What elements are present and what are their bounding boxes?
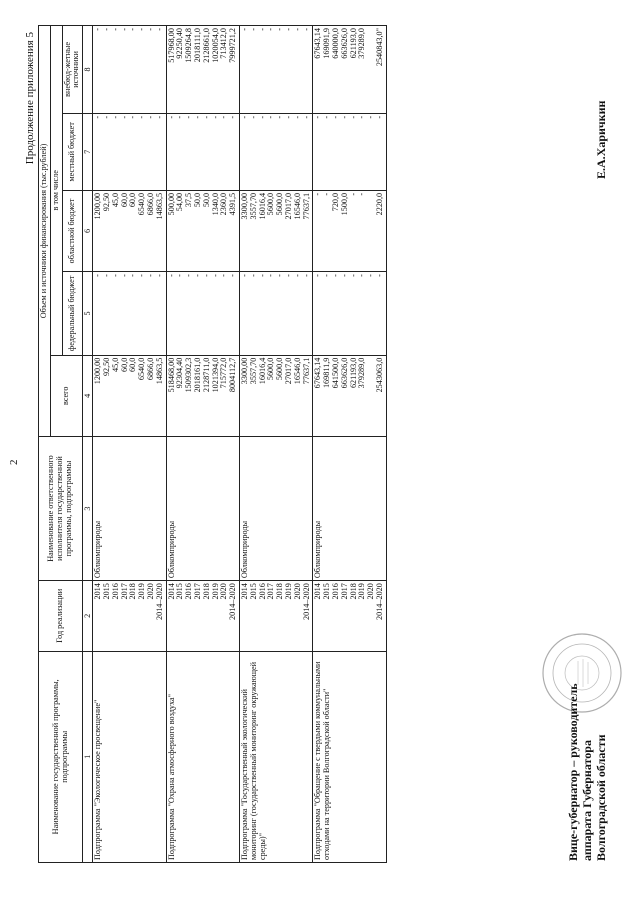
cell-executor: Облкомприроды: [239, 436, 312, 580]
header-including: в том числе: [50, 26, 62, 356]
table-body: [93, 26, 387, 863]
cell-value: 1509264,8: [184, 28, 194, 63]
cell-value: 60,0: [128, 192, 138, 208]
cell-program: Подпрограмма "Охрана атмосферного воздуха": [166, 651, 239, 862]
cell-value: -: [184, 115, 194, 119]
cell-value: -: [339, 115, 349, 119]
cell-value: -: [201, 115, 211, 119]
cell-value: 713412,0: [219, 28, 229, 59]
cell-value: 60,0: [119, 192, 129, 208]
cell-value: 2018111,0: [192, 28, 202, 63]
cell-value: 2543063,0: [374, 357, 384, 393]
cell-value: -: [93, 274, 103, 277]
cell-federal: [239, 272, 312, 355]
cell-value: 2015: [248, 583, 258, 600]
cell-value: 169811,9: [322, 357, 332, 389]
cell-executor: Облкомприроды: [93, 436, 166, 580]
cell-years: [313, 581, 386, 651]
cell-value: -: [313, 115, 323, 119]
cell-value: 2020: [366, 583, 376, 600]
cell-value: -: [322, 274, 332, 277]
cell-value: -: [93, 115, 103, 119]
cell-value: 8004112,7: [228, 357, 238, 393]
cell-value: -: [192, 115, 202, 119]
cell-value: -: [330, 274, 340, 277]
column-index-row: [83, 26, 93, 863]
cell-value: 2015: [322, 583, 332, 600]
column-index: 7: [83, 113, 93, 190]
cell-value: -: [119, 115, 129, 119]
cell-value: 14863,5: [154, 192, 164, 220]
cell-value: 2360,0: [219, 192, 229, 216]
cell-total: [166, 355, 239, 436]
cell-value: 77637,1: [301, 192, 311, 220]
cell-value: 1509302,3: [184, 357, 194, 393]
cell-years: [239, 581, 312, 651]
cell-value: -: [374, 115, 384, 119]
cell-value: -: [257, 115, 267, 119]
cell-value: 2020: [145, 583, 155, 600]
cell-value: 7999721,2: [228, 28, 238, 63]
cell-value: -: [275, 28, 285, 31]
cell-value: -: [110, 274, 120, 277]
cell-value: 2016: [330, 583, 340, 600]
header-local: местный бюджет: [62, 113, 83, 190]
cell-value: 2019: [210, 583, 220, 600]
cell-extra: [313, 26, 386, 114]
cell-total: [239, 355, 312, 436]
cell-value: -: [348, 192, 358, 196]
cell-value: -: [219, 274, 229, 277]
funding-table: [38, 25, 387, 863]
cell-value: -: [219, 115, 229, 119]
cell-value: -: [266, 28, 276, 31]
cell-value: -: [266, 115, 276, 119]
cell-value: 2018: [275, 583, 285, 600]
cell-regional: [239, 190, 312, 271]
cell-value: -: [292, 115, 302, 119]
cell-program: Подпрограмма "Обращение с твердыми коммунальными отходами на территории Волгоградской области": [313, 651, 386, 862]
table-row: [239, 26, 312, 863]
cell-regional: [93, 190, 166, 271]
cell-value: 60,0: [119, 357, 129, 372]
cell-value: 2014: [93, 583, 103, 600]
cell-extra: [166, 26, 239, 114]
cell-value: 6540,0: [137, 357, 147, 381]
cell-value: 2015: [175, 583, 185, 600]
signatory-position: [566, 683, 608, 861]
cell-value: 2018: [348, 583, 358, 600]
cell-value: -: [137, 28, 147, 31]
cell-value: 5600,0: [275, 357, 285, 381]
cell-value: 2014: [313, 583, 323, 600]
cell-value: -: [248, 28, 258, 31]
cell-value: -: [228, 274, 238, 277]
cell-local: [313, 113, 386, 190]
cell-value: 2018161,0: [192, 357, 202, 393]
cell-value: 1200,00: [93, 357, 103, 385]
cell-value: 2017: [266, 583, 276, 600]
cell-value: 92304,40: [175, 357, 185, 389]
cell-executor: Облкомприроды: [166, 436, 239, 580]
signatory-line: Вице-губернатор – руководитель: [566, 683, 580, 861]
cell-value: 1340,0: [210, 192, 220, 216]
cell-extra: [239, 26, 312, 114]
cell-value: 1021394,0: [210, 357, 220, 393]
cell-value: 663626,0: [339, 357, 349, 389]
cell-value: -: [283, 115, 293, 119]
cell-value: 16016,4: [257, 357, 267, 385]
cell-value: 2017: [192, 583, 202, 600]
cell-value: 37,5: [184, 192, 194, 208]
cell-value: 14863,5: [154, 357, 164, 385]
cell-value: 2014: [239, 583, 249, 600]
cell-local: [93, 113, 166, 190]
cell-value: 2016: [110, 583, 120, 600]
cell-value: -: [348, 274, 358, 277]
appendix-title: Продолжение приложения 5: [24, 32, 36, 165]
cell-regional: [313, 190, 386, 271]
cell-value: 720,0: [330, 192, 340, 212]
cell-value: -: [210, 274, 220, 277]
header-year: Год реализации: [39, 581, 83, 651]
column-index: 4: [83, 355, 93, 436]
cell-value: 2017: [119, 583, 129, 600]
table-row: [166, 26, 239, 863]
cell-federal: [93, 272, 166, 355]
cell-value: 2016: [257, 583, 267, 600]
header-federal: федеральный бюджет: [62, 272, 83, 355]
cell-value: 50,0: [192, 192, 202, 208]
signatory-line: Волгоградской области: [594, 734, 608, 861]
column-index: 3: [83, 436, 93, 580]
cell-value: 1200,00: [93, 192, 103, 220]
cell-years: [93, 581, 166, 651]
cell-value: 2016: [184, 583, 194, 600]
cell-value: -: [166, 115, 176, 119]
cell-value: 621193,0: [348, 357, 358, 389]
cell-value: 92250,40: [175, 28, 185, 59]
cell-value: 5600,0: [266, 192, 276, 216]
cell-value: -: [330, 115, 340, 119]
cell-value: -: [322, 115, 332, 119]
signatory-name: Е.А.Харичкин: [594, 100, 608, 179]
header-executor: Наименование ответственного исполнителя государственной программы, подпрограммы: [39, 436, 83, 580]
cell-value: -: [301, 28, 311, 31]
cell-value: -: [119, 274, 129, 277]
cell-value: -: [374, 274, 384, 277]
cell-value: -: [239, 115, 249, 119]
cell-value: 6866,0: [145, 357, 155, 381]
page-number: 2: [8, 459, 20, 465]
cell-value: -: [283, 274, 293, 277]
column-index: 6: [83, 190, 93, 271]
cell-value: 3300,00: [239, 357, 249, 385]
cell-value: 1020054,0: [210, 28, 220, 63]
cell-value: 2018: [128, 583, 138, 600]
column-index: 1: [83, 651, 93, 862]
cell-value: -: [239, 274, 249, 277]
cell-value: 518468,00: [166, 357, 176, 393]
cell-value: -: [301, 274, 311, 277]
cell-value: 54,00: [175, 192, 185, 212]
column-index: 5: [83, 272, 93, 355]
cell-value: 60,0: [128, 357, 138, 372]
cell-extra: [93, 26, 166, 114]
cell-value: 2128661,0: [201, 28, 211, 63]
cell-value: -: [357, 115, 367, 119]
signatory-line: аппарата Губернатора: [580, 740, 594, 861]
cell-value: 6540,0: [137, 192, 147, 216]
cell-total: [93, 355, 166, 436]
cell-value: 2014: [166, 583, 176, 600]
cell-value: -: [101, 274, 111, 277]
cell-value: 2019: [137, 583, 147, 600]
cell-value: 16546,0: [292, 357, 302, 385]
cell-value: -: [119, 28, 129, 31]
cell-value: -: [357, 274, 367, 277]
cell-value: -: [145, 274, 155, 277]
cell-value: 663626,0: [339, 28, 349, 59]
cell-value: -: [266, 274, 276, 277]
cell-value: -: [257, 274, 267, 277]
cell-value: 5600,0: [275, 192, 285, 216]
cell-value: 27017,0: [283, 357, 293, 385]
cell-value: 500,00: [166, 192, 176, 216]
cell-value: 3557,70: [248, 192, 258, 220]
cell-value: -: [101, 115, 111, 119]
cell-value: -: [313, 274, 323, 277]
cell-value: 2015: [101, 583, 111, 600]
header-regional: областной бюджет: [62, 190, 83, 271]
cell-value: -: [292, 28, 302, 31]
cell-value: -: [201, 274, 211, 277]
cell-value: -: [137, 274, 147, 277]
cell-value: -: [339, 274, 349, 277]
cell-value: 2220,0: [374, 192, 384, 216]
cell-program: Подпрограмма "Экологическое просвещение": [93, 651, 166, 862]
cell-value: -: [348, 115, 358, 119]
cell-value: 27017,0: [283, 192, 293, 220]
cell-value: 3300,00: [239, 192, 249, 220]
cell-value: 2017: [339, 583, 349, 600]
cell-value: -: [239, 28, 249, 31]
cell-value: -: [357, 192, 367, 196]
cell-value: -: [145, 115, 155, 119]
cell-value: 640000,0: [330, 28, 340, 59]
table-row: [93, 26, 166, 863]
cell-value: -: [154, 115, 164, 119]
column-index: 8: [83, 26, 93, 114]
cell-value: -: [154, 274, 164, 277]
cell-value: -: [257, 28, 267, 31]
cell-value: 715772,0: [219, 357, 229, 389]
cell-value: 169091,9: [322, 28, 332, 59]
cell-federal: [313, 272, 386, 355]
cell-value: -: [101, 28, 111, 31]
cell-value: 2540843,0": [374, 28, 384, 67]
cell-local: [166, 113, 239, 190]
cell-federal: [166, 272, 239, 355]
cell-value: 2128711,0: [201, 357, 211, 393]
cell-value: -: [366, 274, 376, 277]
table-row: [313, 26, 386, 863]
cell-value: 641500,0: [330, 357, 340, 389]
cell-value: 621193,0: [348, 28, 358, 59]
cell-value: 2019: [357, 583, 367, 600]
cell-value: 45,0: [110, 192, 120, 208]
cell-value: 45,0: [110, 357, 120, 372]
header-extra: внебюд-жетные источники: [62, 26, 83, 114]
cell-value: -: [145, 28, 155, 31]
header-funding: Объем и источники финансирования (тыс.рублей): [39, 26, 51, 437]
cell-value: -: [128, 115, 138, 119]
cell-value: -: [184, 274, 194, 277]
cell-program: Подпрограмма "Государственный экологический мониторинг (государственный мониторинг окружающей среды)": [239, 651, 312, 862]
cell-value: 1500,0: [339, 192, 349, 216]
cell-value: -: [275, 115, 285, 119]
cell-value: -: [322, 192, 332, 196]
cell-value: 67643,14: [313, 357, 323, 389]
cell-value: 6866,0: [145, 192, 155, 216]
cell-value: 92,50: [101, 192, 111, 212]
cell-value: -: [301, 115, 311, 119]
cell-value: -: [175, 274, 185, 277]
cell-value: -: [210, 115, 220, 119]
cell-value: -: [283, 28, 293, 31]
cell-regional: [166, 190, 239, 271]
cell-value: -: [137, 115, 147, 119]
cell-value: 2014–2020: [374, 583, 384, 620]
cell-value: -: [192, 274, 202, 277]
cell-value: 16016,4: [257, 192, 267, 220]
cell-value: -: [366, 115, 376, 119]
cell-value: -: [275, 274, 285, 277]
header-program: Наименование государственной программы, подпрограммы: [39, 651, 83, 862]
cell-value: -: [313, 192, 323, 196]
cell-total: [313, 355, 386, 436]
cell-value: 2014–2020: [154, 583, 164, 620]
cell-value: -: [175, 115, 185, 119]
cell-value: 16546,0: [292, 192, 302, 220]
cell-value: -: [228, 115, 238, 119]
cell-value: -: [128, 28, 138, 31]
cell-value: 92,50: [101, 357, 111, 377]
cell-value: 2020: [292, 583, 302, 600]
cell-value: 2018: [201, 583, 211, 600]
cell-value: 379289,0: [357, 357, 367, 389]
cell-value: -: [110, 115, 120, 119]
cell-value: -: [93, 28, 103, 31]
cell-years: [166, 581, 239, 651]
cell-value: 67643,14: [313, 28, 323, 59]
cell-value: -: [154, 28, 164, 31]
cell-value: 77637,1: [301, 357, 311, 385]
cell-executor: Облкомприроды: [313, 436, 386, 580]
cell-value: 4391,5: [228, 192, 238, 216]
cell-value: 2014–2020: [301, 583, 311, 620]
cell-value: 517968,00: [166, 28, 176, 63]
cell-value: -: [110, 28, 120, 31]
cell-value: -: [166, 274, 176, 277]
cell-value: 2020: [219, 583, 229, 600]
cell-local: [239, 113, 312, 190]
cell-value: 379289,0: [357, 28, 367, 59]
cell-value: -: [128, 274, 138, 277]
cell-value: 2019: [283, 583, 293, 600]
cell-value: 50,0: [201, 192, 211, 208]
cell-value: -: [292, 274, 302, 277]
cell-value: 2014–2020: [228, 583, 238, 620]
cell-value: -: [248, 115, 258, 119]
column-index: 2: [83, 581, 93, 651]
cell-value: 5600,0: [266, 357, 276, 381]
header-total: всего: [50, 355, 82, 436]
cell-value: 3557,70: [248, 357, 258, 385]
cell-value: -: [248, 274, 258, 277]
